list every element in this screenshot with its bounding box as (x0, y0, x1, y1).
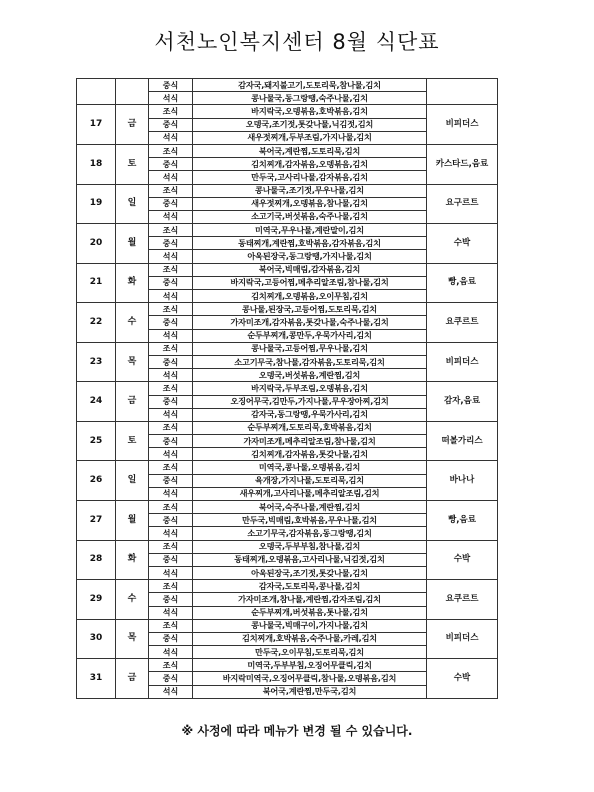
dish-cell: 오뎅국,조기젓,톳갖나물,닉김젓,김치 (193, 118, 427, 131)
meal-type-cell: 조식 (149, 501, 193, 514)
meal-type-cell: 중식 (149, 158, 193, 171)
table-row (77, 540, 498, 553)
meal-type-cell: 중식 (149, 593, 193, 606)
meal-type-cell: 조식 (149, 263, 193, 276)
table-row (77, 461, 498, 474)
dish-cell: 콩나물국,조기젓,무우나물,김치 (193, 184, 427, 197)
dish-cell: 오뎅국,두부부침,참나물,김치 (193, 540, 427, 553)
table-row (77, 619, 498, 632)
weekday-cell (116, 79, 149, 105)
meal-type-cell: 석식 (149, 171, 193, 184)
meal-type-cell: 석식 (149, 646, 193, 659)
meal-type-cell: 석식 (149, 250, 193, 263)
day-cell: 25 (77, 421, 116, 461)
table-row (77, 79, 498, 92)
weekday-cell: 월 (116, 224, 149, 264)
meal-type-cell: 석식 (149, 329, 193, 342)
day-cell: 31 (77, 659, 116, 699)
day-cell: 20 (77, 224, 116, 264)
dish-cell: 육개장,가지나물,도토리묵,김치 (193, 474, 427, 487)
meal-type-cell: 석식 (149, 290, 193, 303)
dish-cell: 소고기국,버섯볶음,숙주나물,김치 (193, 210, 427, 223)
meal-type-cell: 석식 (149, 606, 193, 619)
dish-cell: 북어국,계란찜,만두국,김치 (193, 685, 427, 698)
day-cell: 30 (77, 619, 116, 659)
dish-cell: 미역국,콩나물,오뎅볶음,김치 (193, 461, 427, 474)
dish-cell: 새우찌개,고사리나물,메추리알조림,김치 (193, 487, 427, 500)
meal-type-cell: 조식 (149, 144, 193, 157)
snack-cell: 비피더스 (427, 342, 498, 382)
snack-cell: 요구르트 (427, 184, 498, 224)
day-cell: 24 (77, 382, 116, 422)
meal-type-cell: 석식 (149, 487, 193, 500)
table-row (77, 303, 498, 316)
dish-cell: 감자국,돼지불고기,도토리묵,참나물,김치 (193, 79, 427, 92)
meal-type-cell: 석식 (149, 685, 193, 698)
meal-type-cell: 조식 (149, 184, 193, 197)
table-row (77, 263, 498, 276)
dish-cell: 콩나물국,빅매구이,가지나물,김치 (193, 619, 427, 632)
snack-cell: 빵,음료 (427, 263, 498, 303)
meal-type-cell: 조식 (149, 224, 193, 237)
snack-cell: 감자,음료 (427, 382, 498, 422)
weekday-cell: 월 (116, 501, 149, 541)
meal-type-cell: 석식 (149, 408, 193, 421)
meal-type-cell: 조식 (149, 540, 193, 553)
weekday-cell: 화 (116, 540, 149, 580)
meal-type-cell: 중식 (149, 672, 193, 685)
weekday-cell: 금 (116, 382, 149, 422)
meal-type-cell: 중식 (149, 355, 193, 368)
dish-cell: 감자국,동그랑땡,우묵가사리,김치 (193, 408, 427, 421)
dish-cell: 새우젓찌개,오뎅볶음,참나물,김치 (193, 197, 427, 210)
table-row (77, 105, 498, 118)
meal-type-cell: 중식 (149, 395, 193, 408)
dish-cell: 아욱된장국,동그랑땡,가지나물,김치 (193, 250, 427, 263)
snack-cell: 카스타드,음료 (427, 144, 498, 184)
meal-type-cell: 중식 (149, 435, 193, 448)
day-cell: 27 (77, 501, 116, 541)
meal-type-cell: 중식 (149, 553, 193, 566)
meal-type-cell: 석식 (149, 566, 193, 579)
dish-cell: 아욱된장국,조기젓,톳갖나물,김치 (193, 566, 427, 579)
meal-type-cell: 조식 (149, 421, 193, 434)
meal-type-cell: 중식 (149, 276, 193, 289)
dish-cell: 가자미조개,감자볶음,톳갖나물,숙주나물,김치 (193, 316, 427, 329)
table-row (77, 342, 498, 355)
day-cell: 22 (77, 303, 116, 343)
snack-cell: 요쿠르트 (427, 580, 498, 620)
meal-type-cell: 중식 (149, 237, 193, 250)
day-cell: 29 (77, 580, 116, 620)
snack-cell: 요쿠르트 (427, 303, 498, 343)
day-cell: 28 (77, 540, 116, 580)
meal-type-cell: 중식 (149, 514, 193, 527)
dish-cell: 김치찌개,감자볶음,톳갖나물,김치 (193, 448, 427, 461)
dish-cell: 김치찌개,오뎅볶음,오이무침,김치 (193, 290, 427, 303)
meal-type-cell: 중식 (149, 118, 193, 131)
snack-cell: 비피더스 (427, 105, 498, 145)
dish-cell: 감자국,도토리묵,콩나물,김치 (193, 580, 427, 593)
table-row (77, 144, 498, 157)
dish-cell: 소고기무국,감자볶음,동그랑땡,김치 (193, 527, 427, 540)
dish-cell: 김치찌개,호박볶음,숙주나물,카레,김치 (193, 632, 427, 645)
snack-cell: 수박 (427, 224, 498, 264)
dish-cell: 미역국,무우나물,계란말이,김치 (193, 224, 427, 237)
dish-cell: 바지락국,두부조림,오뎅볶음,김치 (193, 382, 427, 395)
weekday-cell: 일 (116, 184, 149, 224)
table-row (77, 501, 498, 514)
dish-cell: 오징어무국,김만두,가지나물,무우장아찌,김치 (193, 395, 427, 408)
snack-cell: 수박 (427, 659, 498, 699)
snack-cell: 바나나 (427, 461, 498, 501)
day-cell: 21 (77, 263, 116, 303)
dish-cell: 미역국,두부부침,오징어무클릭,김치 (193, 659, 427, 672)
day-cell: 19 (77, 184, 116, 224)
meal-type-cell: 중식 (149, 632, 193, 645)
meal-type-cell: 중식 (149, 474, 193, 487)
change-notice: ※ 사정에 따라 메뉴가 변경 될 수 있습니다. (181, 724, 413, 738)
table-row (77, 421, 498, 434)
snack-cell (427, 79, 498, 105)
snack-cell: 떠볼가리스 (427, 421, 498, 461)
dish-cell: 소고기무국,참나물,감자볶음,도토리묵,김치 (193, 355, 427, 368)
meal-type-cell: 석식 (149, 131, 193, 144)
table-row (77, 580, 498, 593)
dish-cell: 만두국,오이무침,도토리묵,김치 (193, 646, 427, 659)
dish-cell: 가자미조개,참나물,계란찜,감자조림,김치 (193, 593, 427, 606)
dish-cell: 순두부찌개,도토리묵,호박볶음,김치 (193, 421, 427, 434)
page-title: 서천노인복지센터 8월 식단표 (154, 30, 440, 54)
dish-cell: 김치찌개,감자볶음,오뎅볶음,김치 (193, 158, 427, 171)
dish-cell: 북어국,숙주나물,계란찜,김치 (193, 501, 427, 514)
dish-cell: 순두부찌개,콩만두,우묵가사리,김치 (193, 329, 427, 342)
dish-cell: 가자미조개,메추리알조림,참나물,김치 (193, 435, 427, 448)
dish-cell: 동태찌개,오뎅볶음,고사리나물,닉김젓,김치 (193, 553, 427, 566)
day-cell: 17 (77, 105, 116, 145)
meal-type-cell: 조식 (149, 342, 193, 355)
weekday-cell: 목 (116, 342, 149, 382)
table-row (77, 224, 498, 237)
dish-cell: 바지락국,고등어찜,메추리알조림,참나물,김치 (193, 276, 427, 289)
menu-table (76, 78, 498, 699)
meal-type-cell: 석식 (149, 527, 193, 540)
dish-cell: 북어국,빅매림,감자볶음,김치 (193, 263, 427, 276)
weekday-cell: 일 (116, 461, 149, 501)
table-row (77, 659, 498, 672)
dish-cell: 만두국,고사리나물,감자볶음,김치 (193, 171, 427, 184)
meal-type-cell: 중식 (149, 79, 193, 92)
meal-type-cell: 조식 (149, 619, 193, 632)
snack-cell: 비피더스 (427, 619, 498, 659)
dish-cell: 북어국,계란찜,도토리묵,김치 (193, 144, 427, 157)
dish-cell: 순두부찌개,버섯볶음,톳나물,김치 (193, 606, 427, 619)
weekday-cell: 금 (116, 659, 149, 699)
dish-cell: 새우젓찌개,두부조림,가지나물,김치 (193, 131, 427, 144)
dish-cell: 동태찌개,계란찜,호박볶음,감자볶음,김치 (193, 237, 427, 250)
meal-type-cell: 조식 (149, 659, 193, 672)
day-cell: 23 (77, 342, 116, 382)
meal-type-cell: 석식 (149, 369, 193, 382)
meal-type-cell: 조식 (149, 303, 193, 316)
weekday-cell: 금 (116, 105, 149, 145)
dish-cell: 바지락미역국,오징어무클릭,참나물,오뎅볶음,김치 (193, 672, 427, 685)
dish-cell: 만두국,빅매림,호박볶음,무우나물,김치 (193, 514, 427, 527)
meal-type-cell: 중식 (149, 197, 193, 210)
weekday-cell: 수 (116, 580, 149, 620)
meal-type-cell: 석식 (149, 448, 193, 461)
weekday-cell: 목 (116, 619, 149, 659)
dish-cell: 콩나물국,고등어찜,무우나물,김치 (193, 342, 427, 355)
weekday-cell: 토 (116, 421, 149, 461)
dish-cell: 바지락국,오뎅볶음,호박볶음,김치 (193, 105, 427, 118)
meal-type-cell: 조식 (149, 105, 193, 118)
weekday-cell: 수 (116, 303, 149, 343)
meal-type-cell: 조식 (149, 461, 193, 474)
snack-cell: 수박 (427, 540, 498, 580)
weekday-cell: 화 (116, 263, 149, 303)
day-cell (77, 79, 116, 105)
dish-cell: 콩나물,된장국,고등어찜,도토리묵,김치 (193, 303, 427, 316)
weekday-cell: 토 (116, 144, 149, 184)
table-row (77, 382, 498, 395)
meal-type-cell: 조식 (149, 580, 193, 593)
day-cell: 26 (77, 461, 116, 501)
meal-type-cell: 석식 (149, 210, 193, 223)
dish-cell: 콩나물국,동그랑땡,숙주나물,김치 (193, 92, 427, 105)
meal-type-cell: 중식 (149, 316, 193, 329)
dish-cell: 오뎅국,버섯볶음,계란찜,김치 (193, 369, 427, 382)
snack-cell: 빵,음료 (427, 501, 498, 541)
table-row (77, 184, 498, 197)
meal-type-cell: 석식 (149, 92, 193, 105)
meal-type-cell: 조식 (149, 382, 193, 395)
day-cell: 18 (77, 144, 116, 184)
